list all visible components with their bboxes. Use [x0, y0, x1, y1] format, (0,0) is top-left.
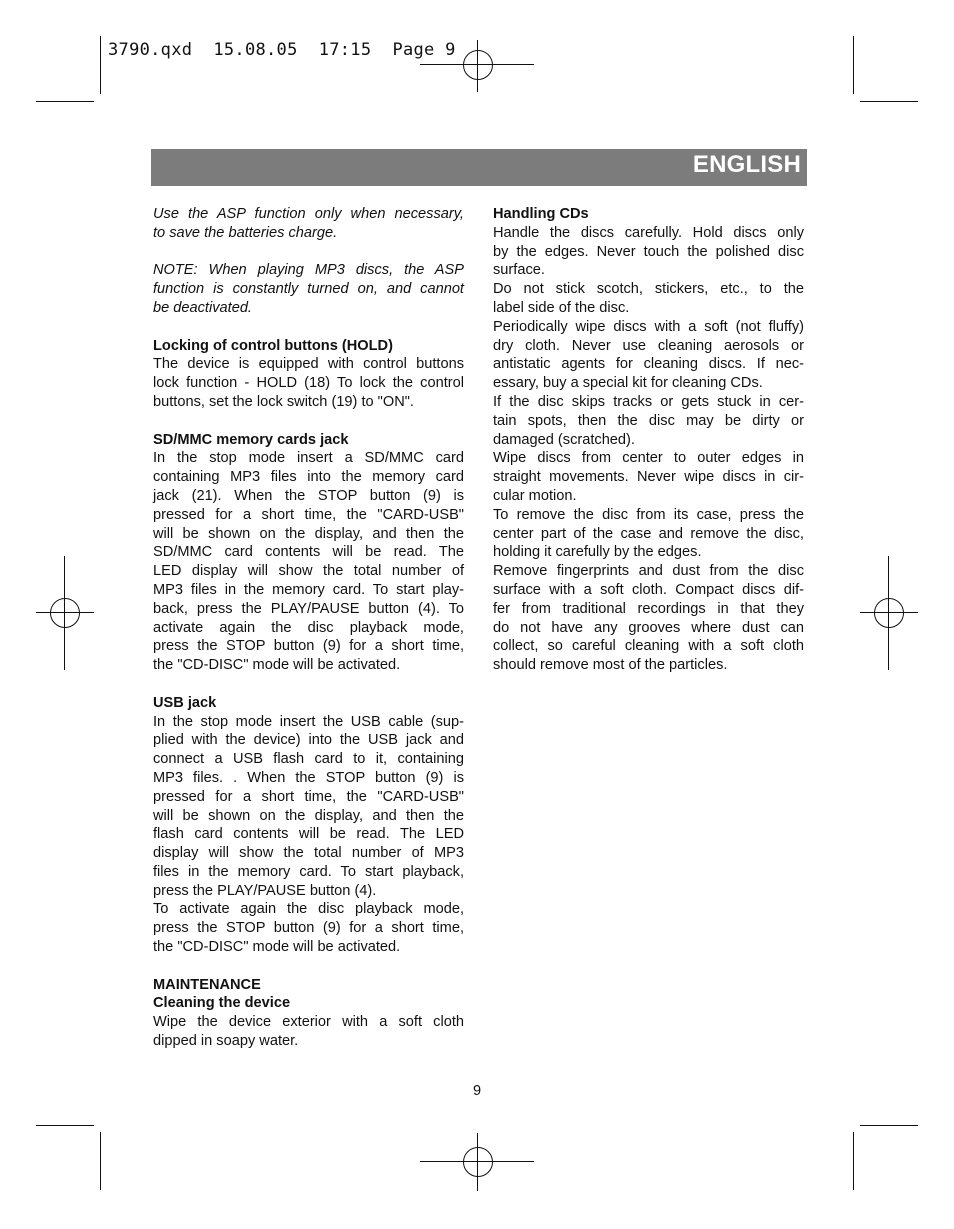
text-line: In the stop mode insert a SD/MMC card: [153, 450, 464, 467]
text-line: tain spots, then the disc may be dirty or: [493, 412, 804, 429]
registration-mark-circle: [463, 1147, 493, 1177]
text-line: Do not stick scotch, stickers, etc., to the: [493, 281, 804, 298]
text-line: antistatic agents for cleaning discs. If nec-: [493, 356, 804, 373]
left-column: [153, 205, 464, 1051]
asp-mp3-note: [153, 261, 464, 317]
text-line: LED display will show the total number of: [153, 563, 464, 580]
text-line: lock function - HOLD (18) To lock the control: [153, 375, 464, 392]
crop-mark: [853, 1132, 854, 1190]
text-line: do not have any grooves where dust can: [493, 619, 804, 636]
right-column: [493, 205, 804, 675]
text-line: straight movements. Never wipe discs in cir-: [493, 469, 804, 486]
text-line: collect, so careful cleaning with a soft cloth: [493, 638, 804, 655]
text-line: Handle the discs carefully. Hold discs only: [493, 224, 804, 241]
sdmmc-heading: SD/MMC memory cards jack: [153, 431, 349, 448]
text-line: files in the memory card. To start playback,: [153, 863, 464, 880]
usb-heading: USB jack: [153, 694, 217, 711]
text-line: Use the ASP function only when necessary,: [153, 206, 464, 222]
crop-mark: [36, 1125, 94, 1126]
text-line: NOTE: When playing MP3 discs, the ASP: [153, 262, 464, 279]
text-line: damaged (scratched).: [493, 431, 635, 448]
text-line: label side of the disc.: [493, 299, 630, 316]
text-line: Remove fingerprints and dust from the disc: [493, 563, 804, 580]
text-line: buttons, set the lock switch (19) to "ON".: [153, 393, 414, 410]
registration-mark-circle: [463, 50, 493, 80]
text-line: will be shown on the display, and then the: [153, 525, 464, 542]
text-line: holding it carefully by the edges.: [493, 544, 702, 561]
sdmmc-body: [153, 449, 464, 675]
text-line: pressed for a short time, the "CARD-USB": [153, 506, 464, 523]
text-line: be deactivated.: [153, 299, 252, 316]
text-line: the "CD-DISC" mode will be activated.: [153, 657, 401, 674]
text-line: flash card contents will be read. The LED: [153, 826, 464, 843]
text-line: essary, buy a special kit for cleaning CDs.: [493, 375, 763, 392]
text-line: dry cloth. Never use cleaning aerosols or: [493, 337, 804, 354]
text-line: connect a USB flash card to it, containing: [153, 751, 464, 768]
cleaning-device-body: [153, 1013, 464, 1051]
text-line: MP3 files in the memory card. To start play-: [153, 581, 464, 598]
text-line: will be shown on the display, and then the: [153, 807, 464, 824]
text-line: dipped in soapy water.: [153, 1033, 299, 1050]
text-line: Periodically wipe discs with a soft (not fluffy): [493, 318, 804, 335]
registration-mark-circle: [50, 598, 80, 628]
text-line: center part of the case and remove the disc,: [493, 525, 804, 542]
text-line: SD/MMC card contents will be read. The: [153, 544, 464, 561]
banner-title: ENGLISH: [692, 151, 801, 178]
hold-body: [153, 355, 464, 411]
text-line: Wipe discs from center to outer edges in: [493, 450, 804, 467]
text-line: containing MP3 files into the memory card: [153, 469, 464, 486]
text-line: Wipe the device exterior with a soft cloth: [153, 1014, 464, 1031]
text-line: activate again the disc playback mode,: [153, 619, 464, 636]
crop-mark: [100, 1132, 101, 1190]
text-line: To remove the disc from its case, press the: [493, 506, 804, 523]
text-line: cular motion.: [493, 487, 577, 504]
registration-mark-circle: [874, 598, 904, 628]
text-line: The device is equipped with control buttons: [153, 356, 464, 373]
text-line: In the stop mode insert the USB cable (sup-: [153, 713, 464, 730]
text-line: should remove most of the particles.: [493, 657, 728, 674]
crop-mark: [860, 101, 918, 102]
print-slug: 3790.qxd 15.08.05 17:15 Page 9: [108, 40, 456, 60]
hold-heading: Locking of control buttons (HOLD): [153, 337, 393, 354]
text-line: function is constantly turned on, and cannot: [153, 281, 464, 298]
text-line: surface.: [493, 262, 545, 279]
text-line: the "CD-DISC" mode will be activated.: [153, 939, 401, 956]
text-line: jack (21). When the STOP button (9) is: [153, 487, 464, 504]
maintenance-heading: MAINTENANCE: [153, 976, 261, 993]
page-number: 9: [472, 1083, 482, 1099]
cleaning-device-heading: Cleaning the device: [153, 995, 291, 1012]
asp-note: [153, 205, 464, 243]
text-line: by the edges. Never touch the polished disc: [493, 243, 804, 260]
text-line: plied with the device) into the USB jack and: [153, 732, 464, 749]
crop-mark: [853, 36, 854, 94]
handling-cds-body: [493, 224, 804, 675]
crop-mark: [860, 1125, 918, 1126]
crop-mark: [36, 101, 94, 102]
text-line: to save the batteries charge.: [153, 224, 338, 241]
text-line: press the STOP button (9) for a short time,: [153, 638, 464, 655]
text-line: display will show the total number of MP3: [153, 845, 464, 862]
text-line: To activate again the disc playback mode,: [153, 901, 464, 918]
text-line: surface with a soft cloth. Compact discs dif-: [493, 581, 804, 598]
usb-body: [153, 713, 464, 957]
crop-mark: [100, 36, 101, 94]
text-line: MP3 files. . When the STOP button (9) is: [153, 769, 464, 786]
text-line: pressed for a short time, the "CARD-USB": [153, 788, 464, 805]
text-line: press the PLAY/PAUSE button (4).: [153, 882, 377, 899]
handling-cds-heading: Handling CDs: [493, 206, 589, 222]
text-line: press the STOP button (9) for a short time,: [153, 920, 464, 937]
text-line: fer from traditional recordings in that they: [493, 600, 804, 617]
text-line: back, press the PLAY/PAUSE button (4). To: [153, 600, 464, 617]
language-banner: [151, 149, 807, 186]
text-line: If the disc skips tracks or gets stuck in cer-: [493, 393, 804, 410]
